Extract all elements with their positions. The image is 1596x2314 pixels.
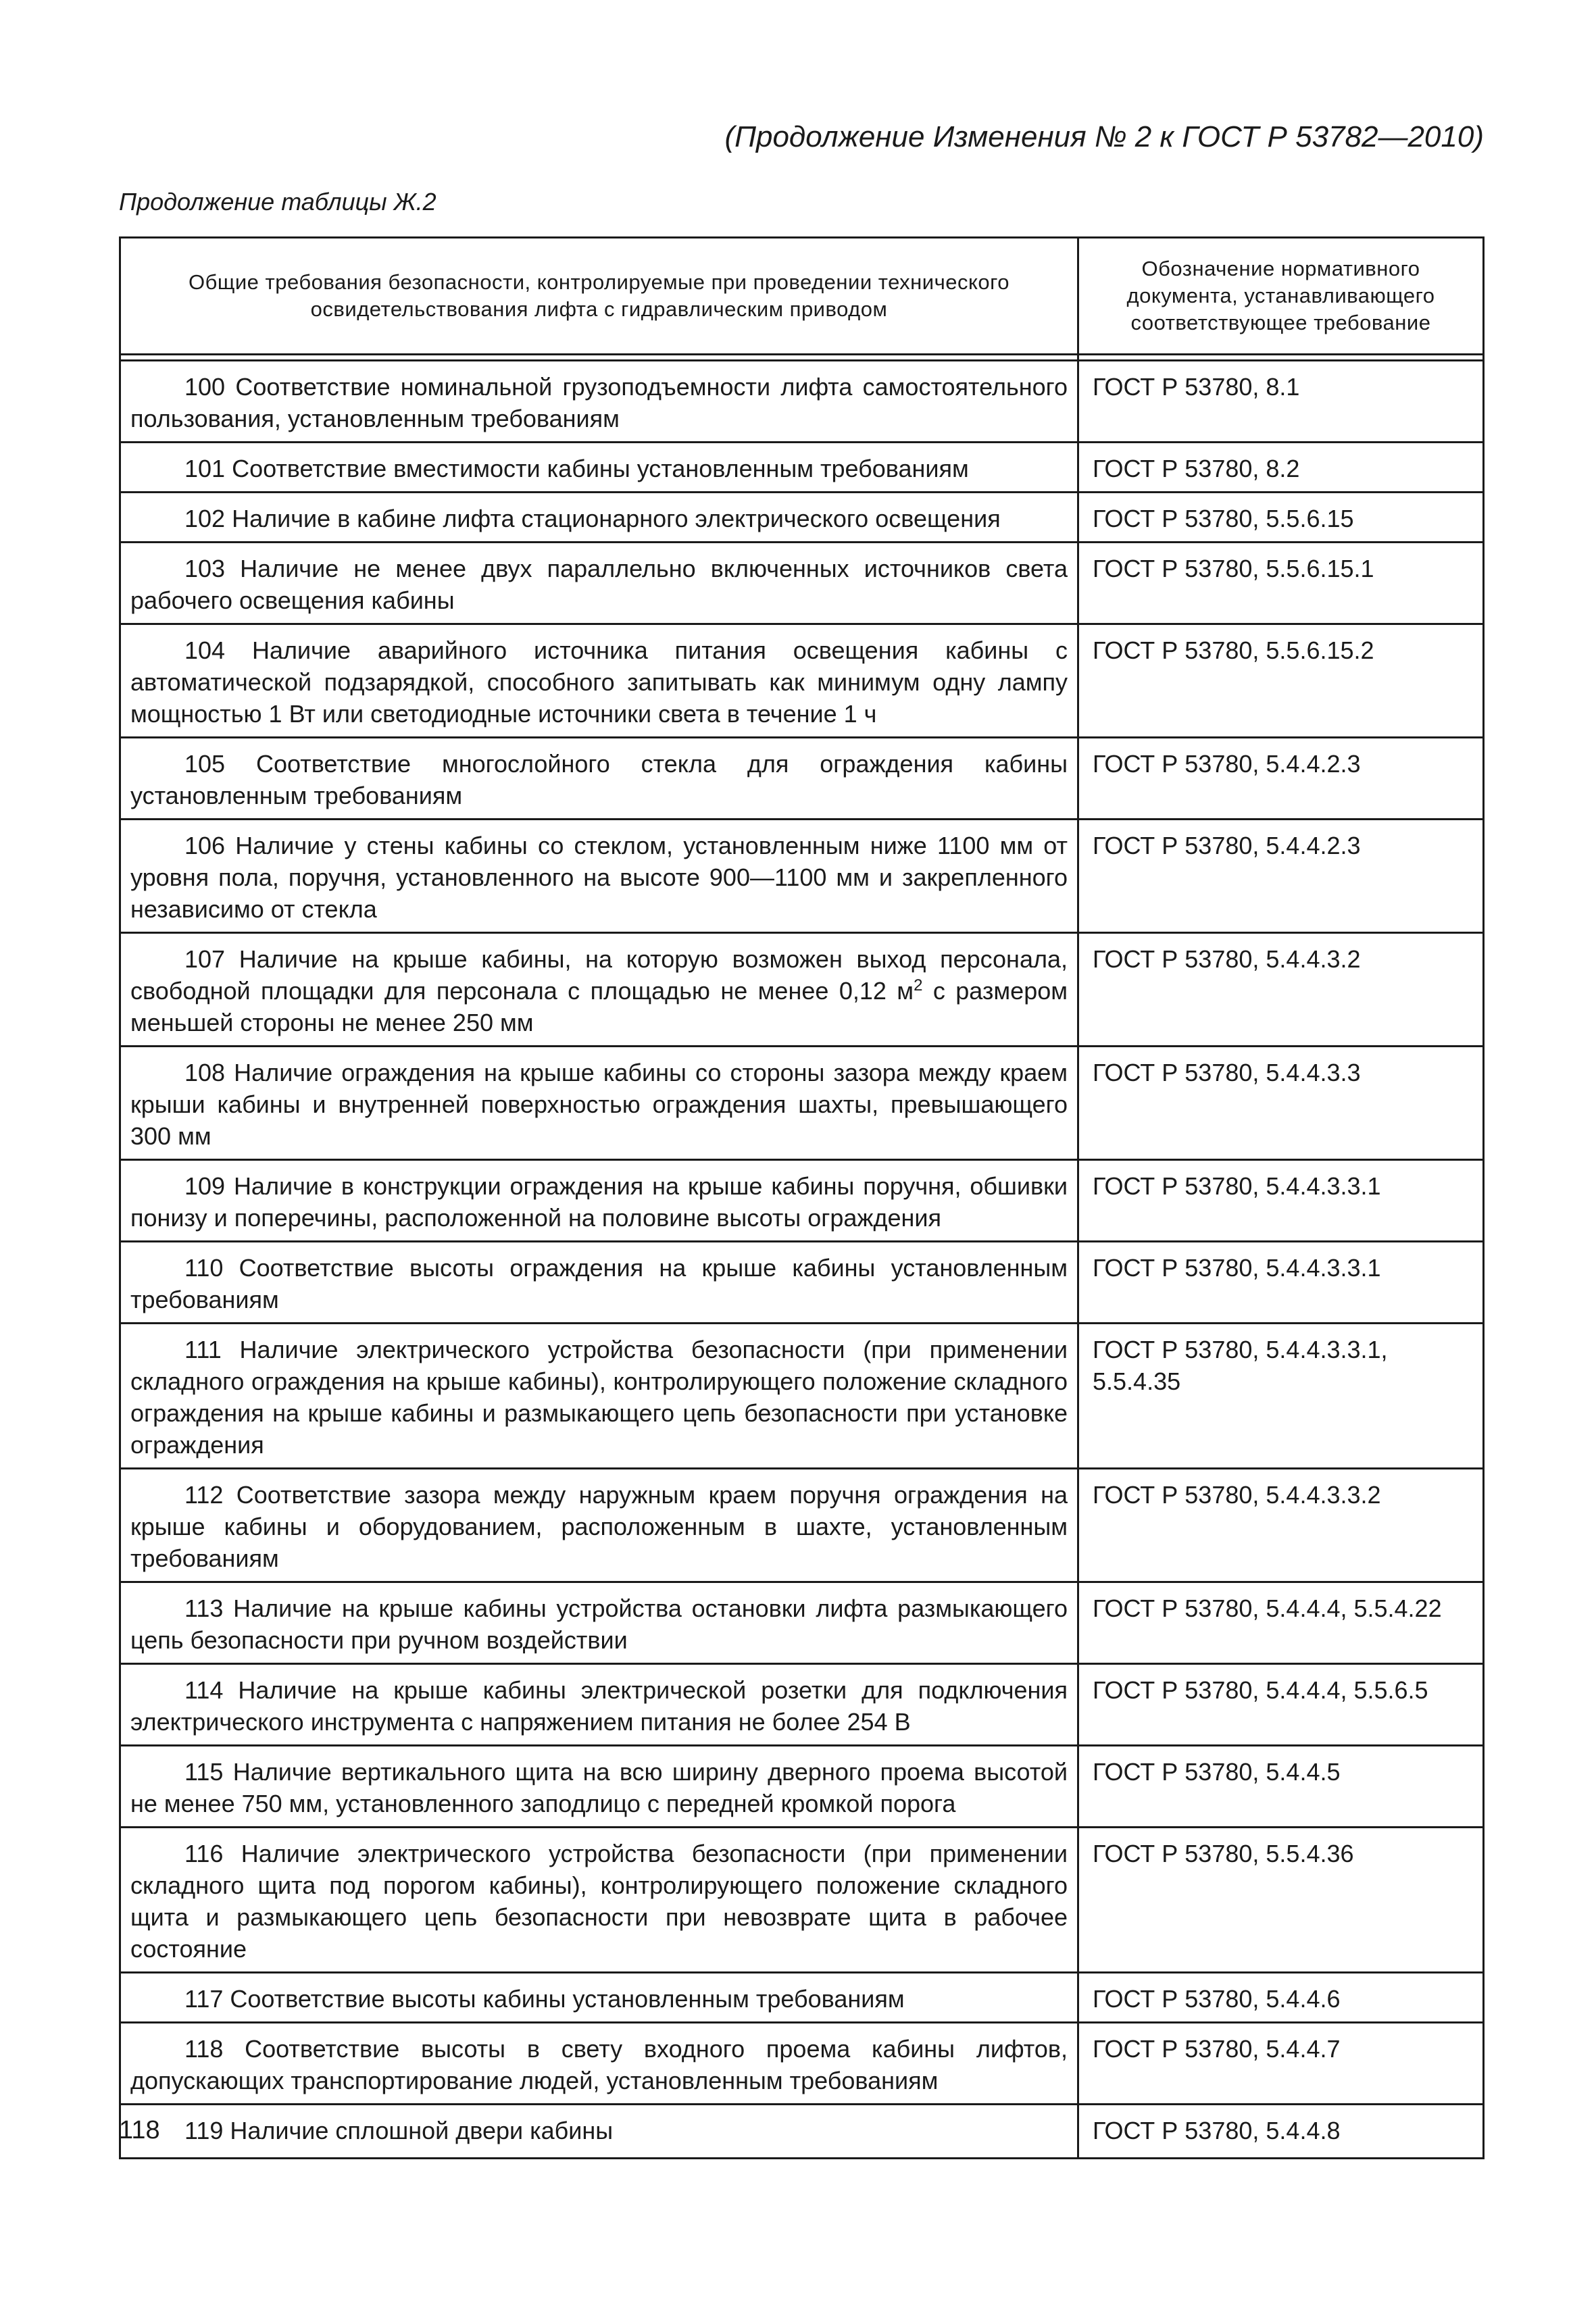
- reference-cell: ГОСТ Р 53780, 5.4.4.3.2: [1078, 933, 1484, 1047]
- reference-cell: ГОСТ Р 53780, 5.4.4.3.3.1: [1078, 1160, 1484, 1242]
- requirement-cell: 118 Соответствие высоты в свету входного проема кабины лифтов, допускающих транспортирование людей, установленным требованиям: [120, 2023, 1078, 2105]
- table-row: [120, 361, 1484, 443]
- table-caption: Продолжение таблицы Ж.2: [119, 188, 437, 216]
- requirement-cell: 101 Соответствие вместимости кабины установленным требованиям: [120, 443, 1078, 493]
- requirement-cell: 112 Соответствие зазора между наружным краем поручня ограждения на крыше кабины и оборудованием, расположенным в шахте, установленным требованиям: [120, 1469, 1078, 1582]
- column-header-requirements: Общие требования безопасности, контролируемые при проведении технического освидетельствования лифта с гидравлическим приводом: [120, 238, 1078, 355]
- requirement-cell: 107 Наличие на крыше кабины, на которую возможен выход персонала, свободной площадки для персонала с площадью не менее 0,12 $м^2$ с размером меньшей стороны не менее 250 мм: [120, 933, 1078, 1047]
- table-row: [120, 1160, 1484, 1242]
- table-row: [120, 443, 1484, 493]
- reference-cell: ГОСТ Р 53780, 5.4.4.4, 5.5.6.5: [1078, 1664, 1484, 1746]
- table-header-row: [120, 238, 1484, 355]
- requirement-cell: 119 Наличие сплошной двери кабины: [120, 2105, 1078, 2159]
- table-row: [120, 1973, 1484, 2023]
- table-row: [120, 933, 1484, 1047]
- reference-cell: ГОСТ Р 53780, 8.2: [1078, 443, 1484, 493]
- page-number: 118: [119, 2116, 160, 2144]
- reference-cell: ГОСТ Р 53780, 5.4.4.8: [1078, 2105, 1484, 2159]
- table-row: [120, 1242, 1484, 1324]
- reference-cell: ГОСТ Р 53780, 5.4.4.3.3: [1078, 1047, 1484, 1160]
- requirement-cell: 109 Наличие в конструкции ограждения на крыше кабины поручня, обшивки понизу и поперечины, расположенной на половине высоты ограждения: [120, 1160, 1078, 1242]
- table-row: [120, 2105, 1484, 2159]
- requirement-cell: 105 Соответствие многослойного стекла для ограждения кабины установленным требованиям: [120, 738, 1078, 820]
- requirement-cell: 102 Наличие в кабине лифта стационарного электрического освещения: [120, 493, 1078, 543]
- requirements-table: [119, 236, 1485, 2159]
- requirement-cell: 113 Наличие на крыше кабины устройства остановки лифта размыкающего цепь безопасности при ручном воздействии: [120, 1582, 1078, 1664]
- header-separator: [120, 355, 1484, 361]
- reference-cell: ГОСТ Р 53780, 5.4.4.3.3.1, 5.5.4.35: [1078, 1324, 1484, 1469]
- reference-cell: ГОСТ Р 53780, 8.1: [1078, 361, 1484, 443]
- reference-cell: ГОСТ Р 53780, 5.5.4.36: [1078, 1828, 1484, 1973]
- requirement-cell: 115 Наличие вертикального щита на всю ширину дверного проема высотой не менее 750 мм, установленного заподлицо с передней кромкой порога: [120, 1746, 1078, 1828]
- column-header-document-reference: Обозначение нормативного документа, устанавливающего соответствующее требование: [1078, 238, 1484, 355]
- requirement-cell: 117 Соответствие высоты кабины установленным требованиям: [120, 1973, 1078, 2023]
- table-row: [120, 1582, 1484, 1664]
- reference-cell: ГОСТ Р 53780, 5.4.4.7: [1078, 2023, 1484, 2105]
- table-row: [120, 1828, 1484, 1973]
- reference-cell: ГОСТ Р 53780, 5.5.6.15.1: [1078, 543, 1484, 624]
- requirement-cell: 103 Наличие не менее двух параллельно включенных источников света рабочего освещения кабины: [120, 543, 1078, 624]
- requirement-cell: 108 Наличие ограждения на крыше кабины со стороны зазора между краем крыши кабины и внутренней поверхностью ограждения шахты, превышающего 300 мм: [120, 1047, 1078, 1160]
- table-row: [120, 1469, 1484, 1582]
- requirement-cell: 110 Соответствие высоты ограждения на крыше кабины установленным требованиям: [120, 1242, 1078, 1324]
- table-row: [120, 1664, 1484, 1746]
- table-row: [120, 543, 1484, 624]
- table-row: [120, 820, 1484, 933]
- reference-cell: ГОСТ Р 53780, 5.4.4.2.3: [1078, 820, 1484, 933]
- table-row: [120, 1746, 1484, 1828]
- reference-cell: ГОСТ Р 53780, 5.4.4.5: [1078, 1746, 1484, 1828]
- table-row: [120, 738, 1484, 820]
- requirement-cell: 106 Наличие у стены кабины со стеклом, установленным ниже 1100 мм от уровня пола, поручня, установленного на высоте 900—1100 мм и закрепленного независимо от стекла: [120, 820, 1078, 933]
- table-row: [120, 1324, 1484, 1469]
- reference-cell: ГОСТ Р 53780, 5.4.4.2.3: [1078, 738, 1484, 820]
- reference-cell: ГОСТ Р 53780, 5.4.4.3.3.2: [1078, 1469, 1484, 1582]
- requirement-cell: 114 Наличие на крыше кабины электрической розетки для подключения электрического инструмента с напряжением питания не более 254 В: [120, 1664, 1078, 1746]
- superscript: 2: [914, 976, 923, 995]
- reference-cell: ГОСТ Р 53780, 5.4.4.4, 5.5.4.22: [1078, 1582, 1484, 1664]
- table-row: [120, 493, 1484, 543]
- reference-cell: ГОСТ Р 53780, 5.4.4.3.3.1: [1078, 1242, 1484, 1324]
- table-row: [120, 1047, 1484, 1160]
- running-header: (Продолжение Изменения № 2 к ГОСТ Р 53782—2010): [724, 120, 1484, 153]
- table-row: [120, 624, 1484, 738]
- requirement-cell: 116 Наличие электрического устройства безопасности (при применении складного щита под порогом кабины), контролирующего положение складного щита и размыкающего цепь безопасности при невозврате щита в рабочее состояние: [120, 1828, 1078, 1973]
- requirement-cell: 111 Наличие электрического устройства безопасности (при применении складного ограждения на крыше кабины), контролирующего положение складного ограждения на крыше кабины и размыкающего цепь безопасности при установке ограждения: [120, 1324, 1078, 1469]
- table-row: [120, 2023, 1484, 2105]
- reference-cell: ГОСТ Р 53780, 5.5.6.15.2: [1078, 624, 1484, 738]
- reference-cell: ГОСТ Р 53780, 5.5.6.15: [1078, 493, 1484, 543]
- requirement-cell: 104 Наличие аварийного источника питания освещения кабины с автоматической подзарядкой, способного запитывать как минимум одну лампу мощностью 1 Вт или светодиодные источники света в течение 1 ч: [120, 624, 1078, 738]
- requirement-cell: 100 Соответствие номинальной грузоподъемности лифта самостоятельного пользования, установленным требованиям: [120, 361, 1078, 443]
- reference-cell: ГОСТ Р 53780, 5.4.4.6: [1078, 1973, 1484, 2023]
